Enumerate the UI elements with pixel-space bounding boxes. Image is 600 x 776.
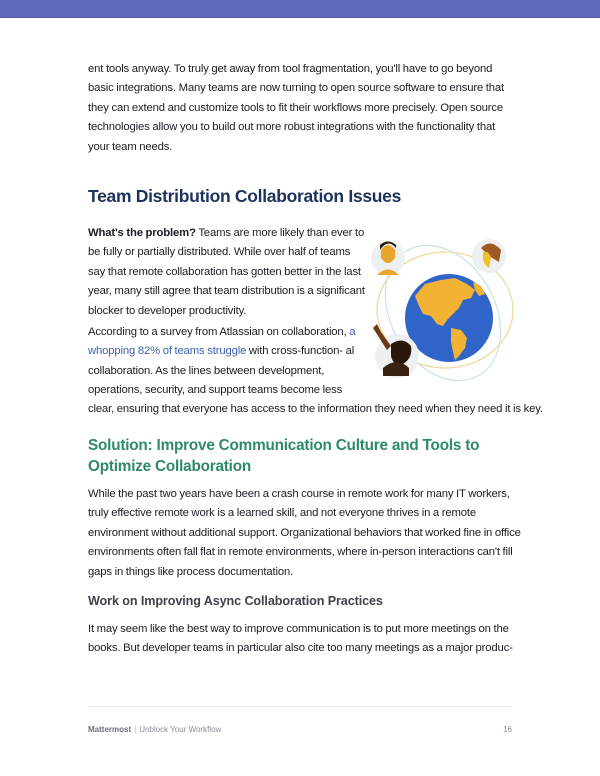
section-heading-solution: Solution: Improve Communication Culture and Tools to Optimize Collaboration xyxy=(88,437,480,475)
problem-lead: What's the problem? xyxy=(88,227,196,239)
footer-divider xyxy=(88,706,512,707)
async-paragraph: It may seem like the best way to improve communication is to put more meetings on the books. But developer teams in particular also cite too many meetings as a major produc- xyxy=(88,623,513,655)
survey-body: with cross-function- al collaboration. As the lines between development, operations, security, and support teams become less xyxy=(88,345,355,397)
page-footer xyxy=(88,725,512,739)
survey-paragraph xyxy=(88,323,368,401)
survey-lead: According to a survey from Atlassian on collaboration, xyxy=(88,326,350,338)
section-heading-team-distribution: Team Distribution Collaboration Issues xyxy=(88,186,402,206)
footer-title: Unblock Your Workflow xyxy=(139,725,222,734)
problem-body: Teams are more likely than ever to be fully or partially distributed. While over half of teams say that remote collaboration has gotten better in the last year, many still agree that team distribution is a significant blocker to developer productivity. xyxy=(88,227,365,317)
subheading-async: Work on Improving Async Collaboration Practices xyxy=(88,594,383,608)
person-avatar-right xyxy=(472,239,506,273)
footer-brand: Mattermost xyxy=(88,725,132,734)
footer-separator: | xyxy=(134,725,137,734)
solution-paragraph: While the past two years have been a crash course in remote work for many IT workers, truly effective remote work is a learned skill, and not everyone thrives in a remote environment without additional support. Organizational behaviors that worked fine in office environments often fall flat in remote environments, where in-person interactions can't fill gaps in things like process documentation. xyxy=(88,488,521,578)
globe-people-illustration xyxy=(363,228,523,388)
page-number: 16 xyxy=(503,725,512,734)
person-avatar-left xyxy=(371,241,405,275)
survey-paragraph-tail: clear, ensuring that everyone has access to the information they need when they need it is key. xyxy=(88,403,543,415)
top-color-bar xyxy=(0,0,600,18)
survey-link[interactable]: a whopping 82% of teams struggle xyxy=(88,326,356,358)
globe-icon xyxy=(405,274,493,362)
intro-paragraph: ent tools anyway. To truly get away from tool fragmentation, you'll have to go beyond basic integrations. Many teams are now turning to open source software to ensure that they can extend and customize tools to fit their workflows more precisely. Open source technologies allow you to build out more robust integrations with the functionality that your team needs. xyxy=(88,63,505,153)
problem-paragraph xyxy=(88,224,368,321)
